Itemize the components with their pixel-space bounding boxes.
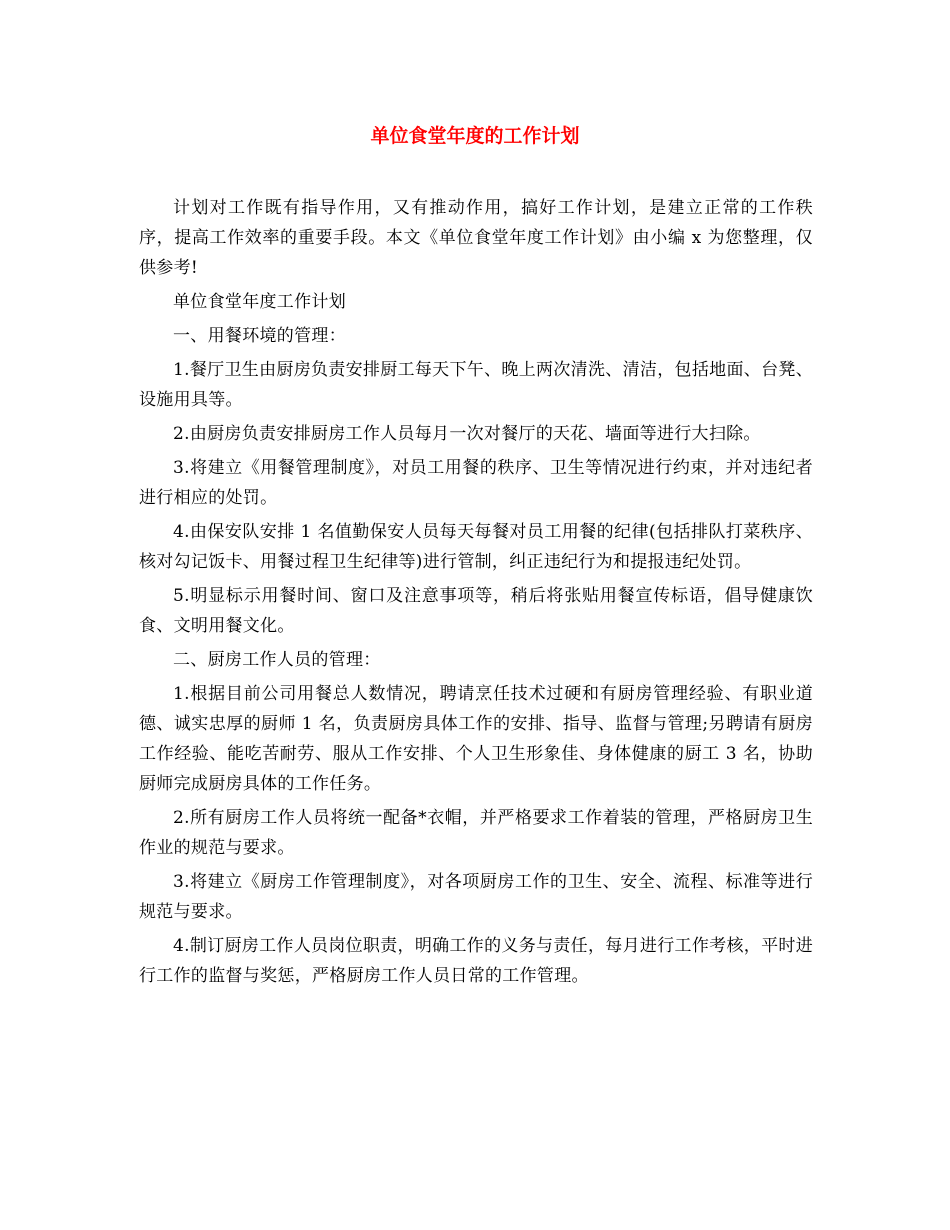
page-title: 单位食堂年度的工作计划 (370, 125, 580, 147)
list-item: 3.将建立《用餐管理制度》，对员工用餐的秩序、卫生等情况进行约束，并对违纪者进行相应的处罚。 (139, 458, 813, 508)
section-heading-kitchen-staff: 二、厨房工作人员的管理： (173, 650, 381, 670)
list-item: 2.由厨房负责安排厨房工作人员每月一次对餐厅的天花、墙面等进行大扫除。 (173, 424, 761, 444)
list-item: 5.明显标示用餐时间、窗口及注意事项等，稍后将张贴用餐宣传标语，倡导健康饮食、文明用餐文化。 (139, 586, 813, 636)
subtitle-paragraph: 单位食堂年度工作计划 (173, 292, 346, 312)
list-item: 4.制订厨房工作人员岗位职责，明确工作的义务与责任，每月进行工作考核，平时进行工作的监督与奖惩，严格厨房工作人员日常的工作管理。 (139, 936, 813, 986)
list-item: 2.所有厨房工作人员将统一配备*衣帽，并严格要求工作着装的管理，严格厨房卫生作业的规范与要求。 (139, 808, 813, 858)
list-item: 1.根据目前公司用餐总人数情况，聘请烹任技术过硬和有厨房管理经验、有职业道德、诚实忠厚的厨师 1 名，负责厨房具体工作的安排、指导、监督与管理;另聘请有厨房工作经验、能吃苦耐劳、服从工作安排、个人卫生形象佳、身体健康的厨工 3 名，协助厨师完成厨房具体的工作任务。 (139, 684, 813, 794)
list-item: 1.餐厅卫生由厨房负责安排厨工每天下午、晚上两次清洗、清洁，包括地面、台凳、设施用具等。 (139, 360, 813, 410)
list-item: 4.由保安队安排 1 名值勤保安人员每天每餐对员工用餐的纪律(包括排队打菜秩序、核对勾记饭卡、用餐过程卫生纪律等)进行管制，纠正违纪行为和提报违纪处罚。 (139, 522, 813, 572)
intro-paragraph: 计划对工作既有指导作用，又有推动作用，搞好工作计划，是建立正常的工作秩序，提高工作效率的重要手段。本文《单位食堂年度工作计划》由小编 x 为您整理，仅供参考! (139, 198, 813, 278)
document-body (139, 193, 813, 995)
section-heading-dining-environment: 一、用餐环境的管理： (173, 326, 346, 346)
list-item: 3.将建立《厨房工作管理制度》，对各项厨房工作的卫生、安全、流程、标准等进行规范与要求。 (139, 872, 813, 922)
